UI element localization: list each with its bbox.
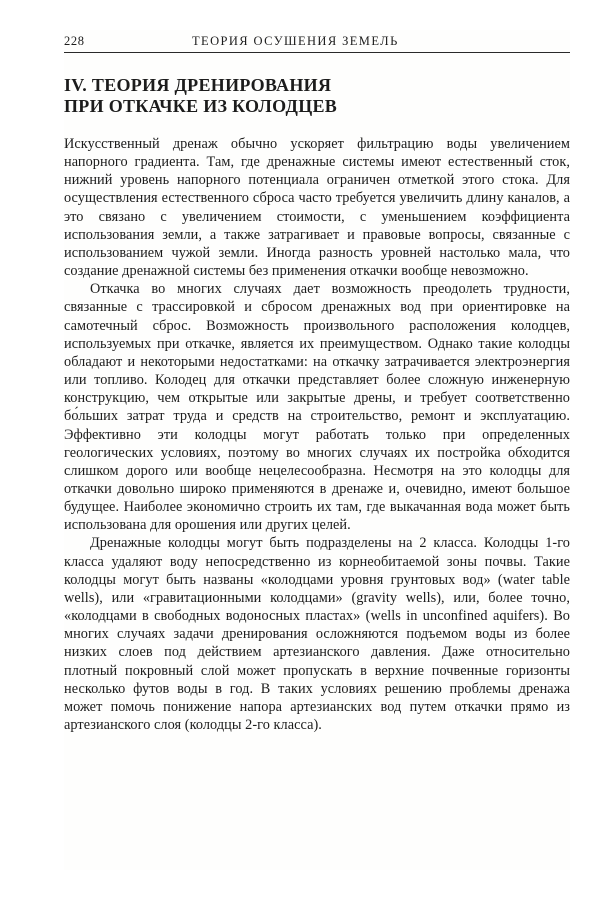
paragraph-1: Искусственный дренаж обычно ускоряет фильтрацию воды увеличением напорного градиента. Там, где дренажные системы имеют естественный сток, нижний уровень напорного потенциала ограничен отметкой этого стока. Для осуществления естественного сброса часто требуется увеличить длину каналов, а это связано с увеличением стоимости, с уменьшением коэффициента использования земли, а также затрагивает и правовые вопросы, связанные с использованием чужой земли. Иногда разность уровней настолько мала, что создание дренажной системы без применения откачки вообще невозможно.	[64, 136, 570, 280]
book-page	[64, 30, 570, 870]
running-header	[64, 30, 570, 53]
paragraph-2: Откачка во многих случаях дает возможность преодолеть трудности, связанные с трассировкой и сбросом дренажных вод при ориентировке на самотечный сброс. Возможность произвольного расположения колодцев, используемых при откачке, является их преимуществом. Однако такие колодцы обладают и некоторыми недостатками: на откачку затрачивается электроэнергия или топливо. Колодец для откачки представляет более сложную инженерную конструкцию, чем открытые или закрытые дрены, и требует соответственно бо́льших затрат труда и средств на строительство, ремонт и эксплуатацию. Эффективно эти колодцы могут работать только при определенных геологических условиях, поэтому во многих случаях их постройка обходится слишком дорого или вообще нецелесообразна. Несмотря на это колодцы для откачки довольно широко применяются в дренаже и, очевидно, имеют большое будущее. Наиболее экономично строить их там, где выкачанная вода может быть использована для орошения или других целей.	[64, 281, 570, 534]
body-text	[64, 135, 570, 734]
page-number: 228	[64, 34, 85, 48]
section-title-line-1: IV. ТЕОРИЯ ДРЕНИРОВАНИЯ	[64, 75, 332, 95]
section-title	[64, 75, 570, 117]
paragraph-3: Дренажные колодцы могут быть подразделены на 2 класса. Колодцы 1-го класса удаляют воду непосредственно из корнеобитаемой зоны почвы. Такие колодцы могут быть названы «колодцами уровня грунтовых вод» (water table wells), или «гравитационными колодцами» (gravity wells), или, более точно, «колодцами в свободных водоносных пластах» (wells in unconfined aquifers). Во многих случаях задачи дренирования осложняются подъемом воды из более низких слоев под действием артезианского давления. Даже относительно плотный покровный слой может пропускать в верхние почвенные горизонты несколько футов воды в год. В таких условиях решению проблемы дренажа может помочь понижение напора артезианских вод путем откачки прямо из артезианского слоя (колодцы 2-го класса).	[64, 535, 570, 733]
running-title: ТЕОРИЯ ОСУШЕНИЯ ЗЕМЕЛЬ	[192, 34, 399, 48]
section-title-line-2: ПРИ ОТКАЧКЕ ИЗ КОЛОДЦЕВ	[64, 96, 338, 116]
